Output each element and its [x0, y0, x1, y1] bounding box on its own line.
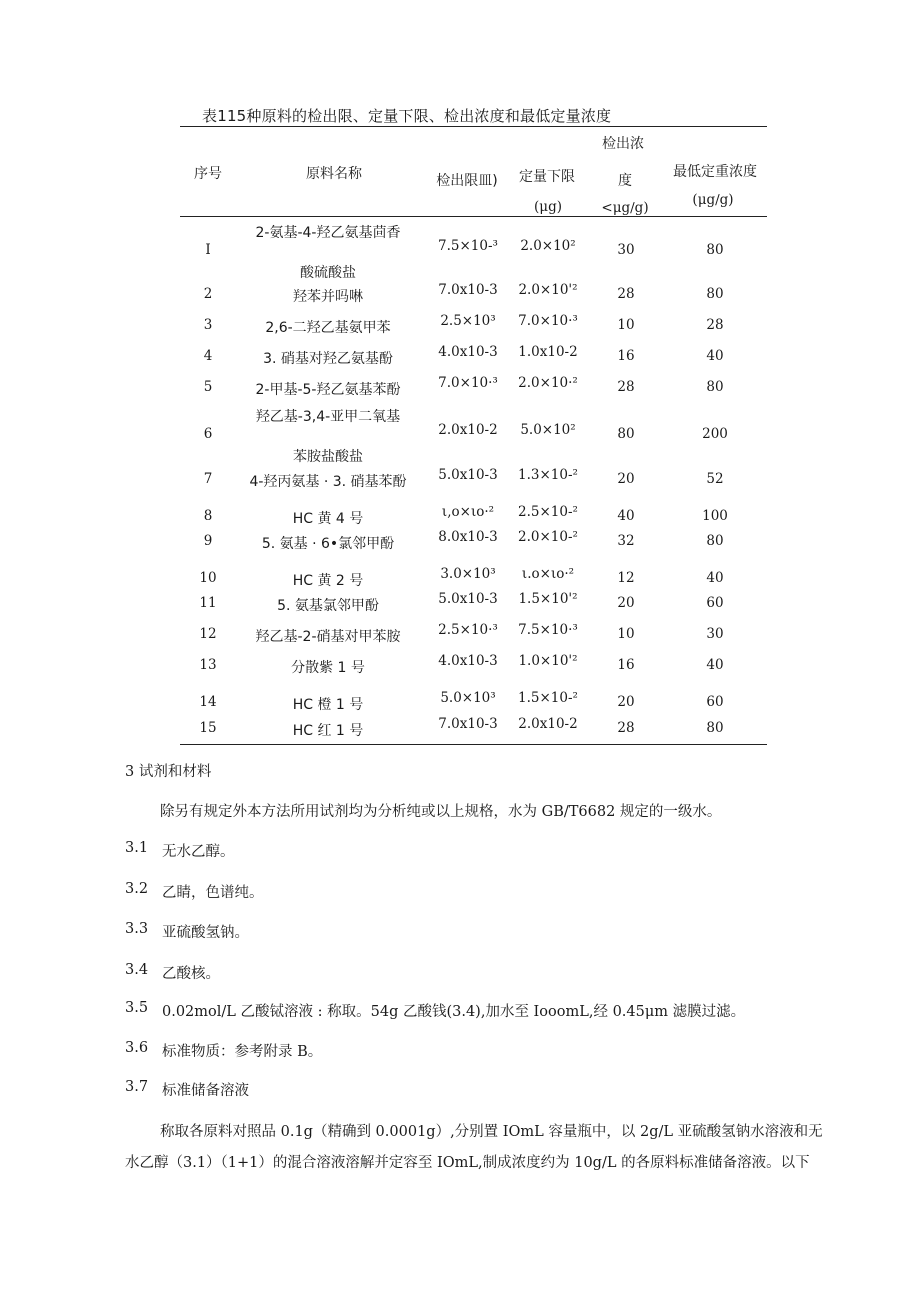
header-seq: 序号: [194, 166, 222, 182]
section-heading: 3 试剂和材料: [125, 764, 212, 780]
header-lod: 检出限皿): [436, 173, 498, 189]
item-number: 3.1: [125, 840, 149, 856]
row-conc: 20: [617, 694, 635, 710]
row-name: 2-甲基-5-羟乙氨基苯酚: [255, 382, 401, 398]
row-lod: 5.0x10-3: [438, 591, 498, 607]
item-text: 0.02mol/L 乙酸铽溶液 : 称取。54g 乙酸钱(3.4),加水至 IooomL,经 0.45μm 滤膜过滤。: [162, 1004, 746, 1020]
row-lod: 7.0×10·³: [438, 375, 498, 391]
row-loq: 2.0×10'²: [518, 282, 578, 298]
row-conc: 28: [617, 286, 635, 302]
row-min: 52: [706, 471, 724, 487]
row-min: 80: [706, 533, 724, 549]
row-seq: 11: [199, 595, 217, 611]
row-seq: 15: [199, 720, 217, 736]
item-number: 3.5: [125, 1000, 149, 1016]
row-loq: 1.5×10-²: [518, 690, 578, 706]
row-lod: 4.0x10-3: [438, 344, 498, 360]
row-lod: 7.0x10-3: [438, 716, 498, 732]
row-min: 80: [706, 242, 724, 258]
row-seq: 8: [203, 508, 213, 524]
row-min: 100: [702, 508, 728, 524]
header-loq-unit: (μg): [534, 199, 562, 215]
row-name: 5. 氨基 · 6•氯邻甲酚: [261, 536, 395, 552]
row-lod: 5.0×10³: [440, 690, 496, 706]
item-text: 乙睛，色谱纯。: [162, 885, 264, 901]
row-conc: 12: [617, 570, 635, 586]
row-conc: 30: [617, 242, 635, 258]
header-min-unit: (μg∕g): [692, 192, 734, 208]
paragraph-line-2: 水乙醇（3.1）（1+1）的混合溶液溶解并定容至 IOmL,制成浓度约为 10g/L 的各原料标准储备溶液。以下: [125, 1155, 810, 1171]
row-lod: 2.5×10³: [440, 313, 496, 329]
item-text: 标准物质：参考附录 B。: [162, 1044, 323, 1060]
row-seq: 13: [199, 657, 217, 673]
header-name: 原料名称: [306, 166, 362, 182]
row-name: 分散紫 1 号: [291, 660, 365, 676]
row-seq: 3: [203, 317, 213, 333]
row-conc: 40: [617, 508, 635, 524]
row-lod: 7.0x10-3: [438, 282, 498, 298]
row-conc: 28: [617, 720, 635, 736]
row-loq: 7.5×10·³: [518, 622, 578, 638]
row-loq: 1.3×10-²: [518, 467, 578, 483]
row-conc: 10: [617, 317, 635, 333]
row-min: 30: [706, 626, 724, 642]
row-loq: 2.0×10-²: [518, 529, 578, 545]
row-name: 3. 硝基对羟乙氨基酚: [263, 351, 393, 367]
row-min: 40: [706, 657, 724, 673]
row-min: 60: [706, 595, 724, 611]
row-seq: 10: [199, 570, 217, 586]
item-number: 3.7: [125, 1079, 149, 1095]
row-loq: ι.o×ιo·²: [521, 566, 575, 582]
row-min: 40: [706, 348, 724, 364]
row-lod: 2.0x10-2: [438, 422, 498, 438]
row-conc: 20: [617, 595, 635, 611]
row-seq: 4: [203, 348, 213, 364]
row-loq: 5.0×10²: [520, 422, 576, 438]
item-text: 无水乙醇。: [162, 844, 235, 860]
section-intro: 除另有规定外本方法所用试剂均为分析纯或以上规格，水为 GB/T6682 规定的一级水。: [160, 804, 722, 820]
item-number: 3.4: [125, 962, 149, 978]
row-lod: 8.0x10-3: [438, 529, 498, 545]
row-seq: 9: [203, 533, 213, 549]
item-number: 3.3: [125, 921, 149, 937]
row-loq: 1.0x10-2: [518, 344, 578, 360]
row-seq: 12: [199, 626, 217, 642]
header-loq: 定量下限: [519, 169, 575, 185]
table-bottom-rule: [180, 744, 767, 745]
row-seq: I: [205, 242, 211, 258]
row-min: 80: [706, 286, 724, 302]
row-name: 2,6-二羟乙基氨甲苯: [265, 320, 391, 336]
header-conc-line2: 度: [618, 173, 632, 189]
row-min: 80: [706, 379, 724, 395]
row-conc: 80: [617, 426, 635, 442]
row-name: HC 橙 1 号: [292, 697, 364, 713]
row-loq: 2.5×10-²: [518, 504, 578, 520]
row-conc: 16: [617, 657, 635, 673]
row-min: 80: [706, 720, 724, 736]
row-seq: 5: [203, 379, 213, 395]
row-seq: 14: [199, 694, 217, 710]
row-min: 28: [706, 317, 724, 333]
row-conc: 28: [617, 379, 635, 395]
row-lod: 2.5×10·³: [438, 622, 498, 638]
row-loq: 1.0×10'²: [518, 653, 578, 669]
row-name: HC 黄 2 号: [292, 573, 364, 589]
table-top-rule: [180, 126, 767, 127]
row-conc: 20: [617, 471, 635, 487]
row-min: 200: [702, 426, 728, 442]
row-name-line2: 苯胺盐酸盐: [293, 449, 363, 465]
header-conc-unit: <μg∕g): [601, 200, 649, 216]
row-lod: 5.0x10-3: [438, 467, 498, 483]
row-conc: 10: [617, 626, 635, 642]
row-loq: 1.5×10'²: [518, 591, 578, 607]
row-name: HC 黄 4 号: [292, 511, 364, 527]
row-conc: 16: [617, 348, 635, 364]
row-lod: ι,o×ιo·²: [441, 504, 495, 520]
item-number: 3.2: [125, 881, 149, 897]
row-loq: 2.0×10·²: [518, 375, 578, 391]
row-name: 羟苯并吗啉: [293, 289, 363, 305]
row-lod: 4.0x10-3: [438, 653, 498, 669]
row-name: 羟乙基-2-硝基对甲苯胺: [255, 629, 401, 645]
row-seq: 2: [203, 286, 213, 302]
row-loq: 2.0×10²: [520, 238, 576, 254]
row-loq: 7.0×10·³: [518, 313, 578, 329]
row-lod: 3.0×10³: [440, 566, 496, 582]
row-name-line1: 羟乙基-3,4-亚甲二氧基: [255, 409, 401, 425]
item-text: 亚硫酸氢钠。: [162, 925, 249, 941]
table-caption: 表115种原料的检出限、定量下限、检出浓度和最低定量浓度: [202, 107, 612, 125]
row-name: 5. 氨基氯邻甲酚: [277, 598, 379, 614]
row-seq: 7: [203, 471, 213, 487]
item-number: 3.6: [125, 1040, 149, 1056]
row-min: 40: [706, 570, 724, 586]
row-name: HC 红 1 号: [292, 723, 364, 739]
row-name-line2: 酸硫酸盐: [300, 265, 356, 281]
row-conc: 32: [617, 533, 635, 549]
row-loq: 2.0x10-2: [518, 716, 578, 732]
paragraph-line-1: 称取各原料对照品 0.1g（精确到 0.0001g）,分别置 IOmL 容量瓶中，以 2g/L 亚硫酸氢钠水溶液和无: [160, 1124, 823, 1140]
row-seq: 6: [203, 426, 213, 442]
row-name-line1: 2-氨基-4-羟乙氨基茴香: [255, 225, 401, 241]
item-text: 乙酸核。: [162, 966, 220, 982]
header-conc-line1: 检出浓: [602, 136, 644, 152]
row-lod: 7.5×10-³: [438, 238, 498, 254]
row-name: 4-羟丙氨基 · 3. 硝基苯酚: [249, 474, 407, 490]
header-min: 最低定重浓度: [673, 164, 757, 180]
table-header-rule: [180, 216, 767, 217]
item-text: 标准储备溶液: [162, 1083, 249, 1099]
row-min: 60: [706, 694, 724, 710]
